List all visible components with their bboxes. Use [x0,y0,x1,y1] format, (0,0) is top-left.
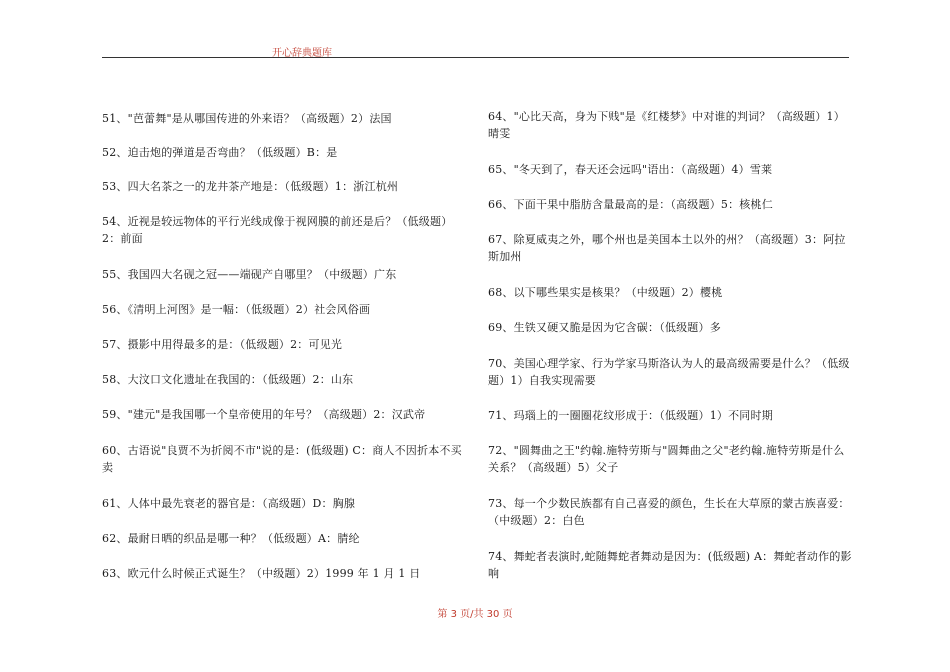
question-item-63: 63、欧元什么时候正式诞生？（中级题）2）1999 年 1 月 1 日 [102,567,421,580]
question-item-61: 61、人体中最先衰老的器官是：（高级题）D：胸腺 [102,497,356,510]
question-item-69: 69、生铁又硬又脆是因为它含碳：（低级题）多 [488,321,721,334]
question-item-72: 72、"圆舞曲之王"约翰.施特劳斯与"圆舞曲之父"老约翰.施特劳斯是什么关系？（高级题）5）父子 [488,444,845,474]
question-item-54: 54、近视是较远物体的平行光线成像于视网膜的前还是后？（低级题）2：前面 [102,215,453,245]
page-number: 第 3 页/共 30 页 [437,609,513,620]
question-item-51: 51、"芭蕾舞"是从哪国传进的外来语？（高级题）2）法国 [102,112,392,125]
question-item-59: 59、"建元"是我国哪一个皇帝使用的年号？（高级题）2：汉武帝 [102,408,426,421]
question-item-65: 65、"冬天到了，春天还会远吗"语出：（高级题）4）雪莱 [488,163,773,176]
question-item-71: 71、玛瑙上的一圈圈花纹形成于：（低级题）1）不同时期 [488,409,773,422]
question-item-52: 52、迫击炮的弹道是否弯曲？（低级题）B：是 [102,146,338,159]
question-item-60: 60、古语说"良贾不为折阅不市"说的是：(低级题) C：商人不因折本不买卖 [102,444,462,474]
question-item-67: 67、除夏威夷之外，哪个州也是美国本土以外的州？（高级题）3：阿拉斯加州 [488,233,846,263]
question-item-55: 55、我国四大名砚之冠——端砚产自哪里？（中级题）广东 [102,268,397,281]
question-item-73: 73、每一个少数民族都有自己喜爱的颜色，生长在大草原的蒙古族喜爱：（中级题）2：白色 [488,497,850,527]
question-item-68: 68、以下哪些果实是核果？（中级题）2）樱桃 [488,286,723,299]
question-item-64: 64、"心比天高，身为下贱"是《红楼梦》中对谁的判词？（高级题）1）晴雯 [488,110,845,140]
header-rule [102,57,849,58]
question-item-70: 70、美国心理学家、行为学家马斯洛认为人的最高级需要是什么？（低级题）1）自我实现需要 [488,357,850,387]
question-item-66: 66、下面干果中脂肪含量最高的是：（高级题）5：核桃仁 [488,198,773,211]
question-item-57: 57、摄影中用得最多的是：（低级题）2：可见光 [102,338,343,351]
header-title: 开心辞典题库 [272,48,332,59]
question-item-58: 58、大汶口文化遗址在我国的：（低级题）2：山东 [102,373,354,386]
question-item-62: 62、最耐日晒的织品是哪一种？（低级题）A：腈纶 [102,532,360,545]
question-item-56: 56、《清明上河图》是一幅：（低级题）2）社会风俗画 [102,303,371,316]
question-item-53: 53、四大名茶之一的龙井茶产地是：（低级题）1：浙江杭州 [102,180,399,193]
question-item-74: 74、舞蛇者表演时,蛇随舞蛇者舞动是因为：(低级题) A：舞蛇者动作的影响 [488,550,852,580]
